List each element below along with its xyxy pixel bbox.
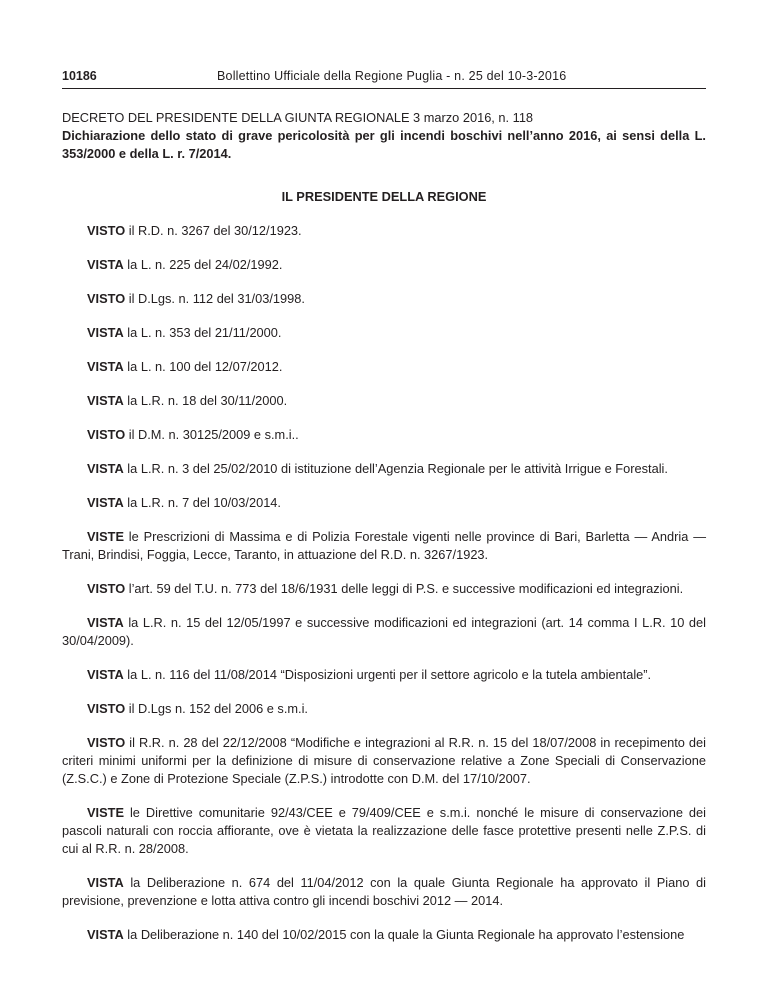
paragraph-text: il D.Lgs n. 152 del 2006 e s.m.i. [125, 701, 308, 716]
paragraph [62, 734, 706, 788]
paragraph-lead: VISTO [87, 427, 126, 442]
paragraph-text: le Direttive comunitarie 92/43/CEE e 79/409/CEE e s.m.i. nonché le misure di conservazione dei pascoli naturali con roccia affiorante, ove è vietata la realizzazione delle fasce protettive presenti nelle Z.P.S. di cui al R.R. n. 28/2008. [62, 805, 706, 856]
paragraph [62, 926, 706, 944]
paragraph-text: le Prescrizioni di Massima e di Polizia Forestale vigenti nelle province di Bari, Barletta — Andria — Trani, Brindisi, Foggia, Lecce, Taranto, in attuazione del R.D. n. 3267/1923. [62, 529, 706, 562]
paragraph [62, 460, 706, 478]
paragraph-text: la L. n. 116 del 11/08/2014 “Disposizioni urgenti per il settore agricolo e la tutela ambientale”. [123, 667, 652, 682]
paragraph-text: la L.R. n. 15 del 12/05/1997 e successive modificazioni ed integrazioni (art. 14 comma I L.R. 10 del 30/04/2009). [62, 615, 706, 648]
paragraph-text: il D.Lgs. n. 112 del 31/03/1998. [125, 291, 305, 306]
paragraph-lead: VISTO [87, 291, 126, 306]
paragraph-text: l’art. 59 del T.U. n. 773 del 18/6/1931 delle leggi di P.S. e successive modificazioni ed integrazioni. [125, 581, 684, 596]
paragraph-lead: VISTA [87, 257, 124, 272]
paragraph [62, 874, 706, 910]
paragraph-text: la L.R. n. 7 del 10/03/2014. [123, 495, 281, 510]
paragraph-text: il R.R. n. 28 del 22/12/2008 “Modifiche e integrazioni al R.R. n. 15 del 18/07/2008 in recepimento dei criteri minimi uniformi per la definizione di misure di conservazione relative a Zone Speciali di Conservazione (Z.S.C.) e Zone di Protezione Speciale (Z.P.S.) introdotte con D.M. del 17/10/2007. [62, 735, 706, 786]
paragraph [62, 222, 706, 240]
paragraph-text: la L.R. n. 3 del 25/02/2010 di istituzione dell’Agenzia Regionale per le attività Irrigue e Forestali. [123, 461, 668, 476]
paragraph [62, 580, 706, 598]
paragraph [62, 666, 706, 684]
page-number: 10186 [62, 69, 97, 83]
paragraph-text: la L.R. n. 18 del 30/11/2000. [123, 393, 288, 408]
paragraph-lead: VISTA [87, 359, 124, 374]
paragraph-text: il D.M. n. 30125/2009 e s.m.i.. [125, 427, 299, 442]
decree-subject: Dichiarazione dello stato di grave pericolosità per gli incendi boschivi nell’anno 2016, ai sensi della L. 353/2000 e della L. r. 7/2014. [62, 128, 706, 161]
paragraph [62, 614, 706, 650]
paragraph-lead: VISTE [87, 529, 124, 544]
paragraph [62, 804, 706, 858]
paragraph-lead: VISTA [87, 875, 124, 890]
page-header [62, 66, 706, 89]
decree-title: DECRETO DEL PRESIDENTE DELLA GIUNTA REGIONALE 3 marzo 2016, n. 118 [62, 110, 534, 125]
paragraph-lead: VISTA [87, 393, 124, 408]
paragraph-lead: VISTO [87, 581, 126, 596]
paragraph [62, 392, 706, 410]
paragraph-lead: VISTA [87, 461, 124, 476]
paragraph-text: la L. n. 353 del 21/11/2000. [123, 325, 282, 340]
paragraph [62, 426, 706, 444]
paragraph-text: la Deliberazione n. 674 del 11/04/2012 con la quale Giunta Regionale ha approvato il Piano di previsione, prevenzione e lotta attiva contro gli incendi boschivi 2012 — 2014. [62, 875, 706, 908]
paragraph [62, 700, 706, 718]
paragraph-lead: VISTA [87, 495, 124, 510]
paragraph [62, 528, 706, 564]
paragraph-text: il R.D. n. 3267 del 30/12/1923. [125, 223, 302, 238]
paragraph [62, 358, 706, 376]
paragraph-lead: VISTA [87, 615, 124, 630]
paragraph-lead: VISTA [87, 325, 124, 340]
paragraph [62, 324, 706, 342]
paragraph [62, 256, 706, 274]
paragraph-text: la L. n. 100 del 12/07/2012. [123, 359, 283, 374]
bulletin-title: Bollettino Ufficiale della Regione Puglia - n. 25 del 10-3-2016 [217, 69, 567, 83]
paragraph [62, 290, 706, 308]
paragraph-lead: VISTO [87, 735, 126, 750]
paragraph-lead: VISTE [87, 805, 124, 820]
paragraph-text: la L. n. 225 del 24/02/1992. [123, 257, 283, 272]
paragraph-lead: VISTO [87, 223, 126, 238]
document-body [62, 109, 706, 944]
paragraph-lead: VISTO [87, 701, 126, 716]
paragraph-text: la Deliberazione n. 140 del 10/02/2015 con la quale la Giunta Regionale ha approvato l’estensione [123, 927, 685, 942]
paragraph-lead: VISTA [87, 927, 124, 942]
paragraph-list [62, 222, 706, 944]
paragraph-lead: VISTA [87, 667, 124, 682]
president-heading: IL PRESIDENTE DELLA REGIONE [281, 189, 487, 204]
paragraph [62, 494, 706, 512]
